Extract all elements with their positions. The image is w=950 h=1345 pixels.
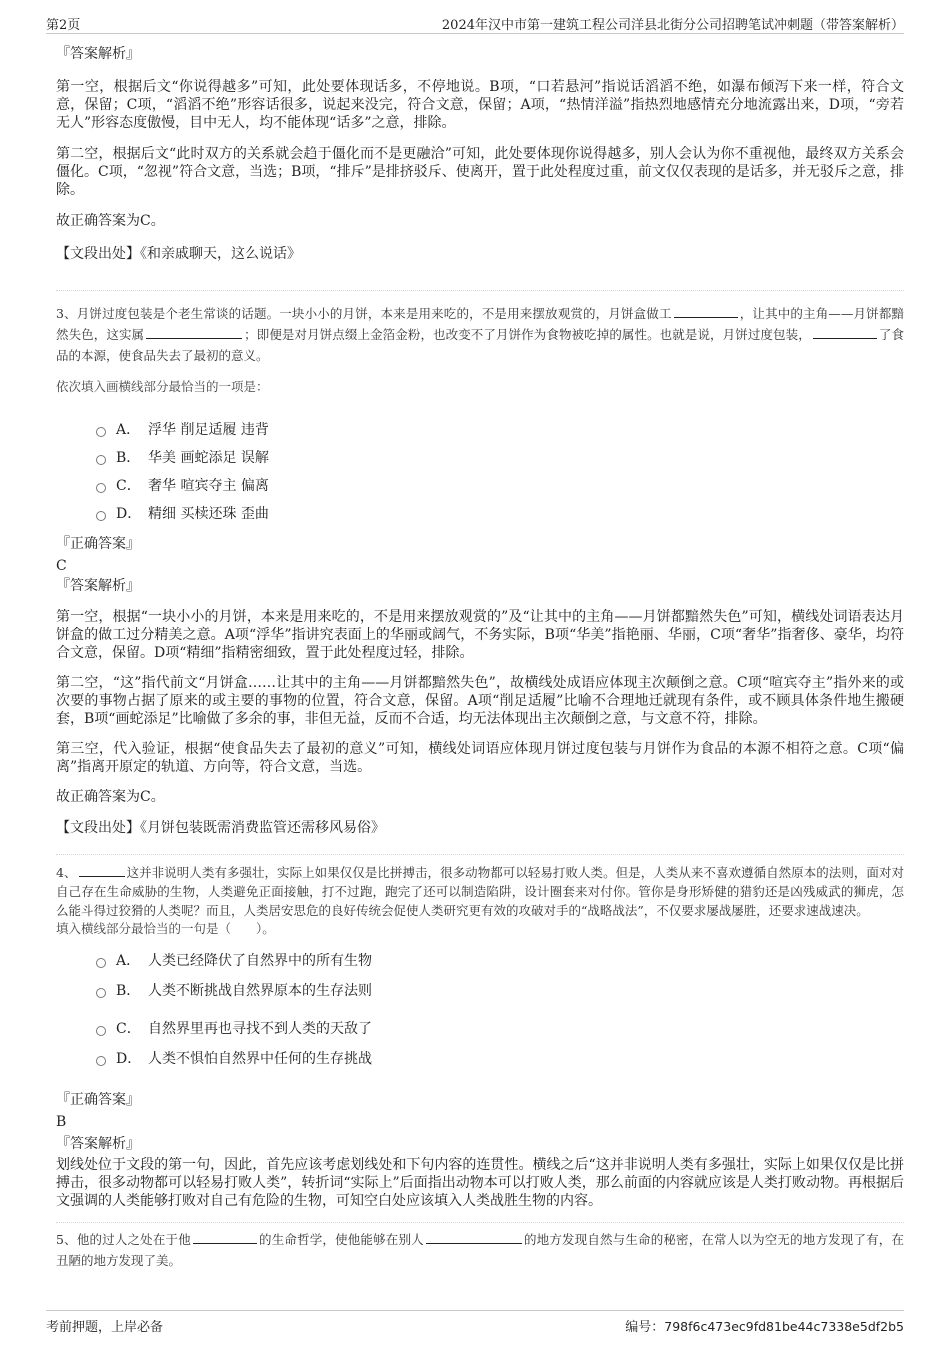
radio-icon[interactable]	[96, 455, 106, 465]
q3-option-c[interactable]: C． 奢华 喧宾夺主 偏离	[96, 472, 904, 500]
page-header	[46, 12, 904, 34]
radio-icon[interactable]	[96, 1026, 106, 1036]
q3-text-3: ；即便是对月饼点缀上金箔金粉，也改变不了月饼作为食物被吃掉的属性。也就是说，月饼过度包装，	[244, 327, 811, 342]
q3-conclusion: 故正确答案为C。	[56, 789, 165, 805]
radio-icon[interactable]	[96, 958, 106, 968]
q5-text-1: 他的过人之处在于他	[76, 1232, 191, 1247]
radio-icon[interactable]	[96, 511, 106, 521]
radio-icon[interactable]	[96, 1056, 106, 1066]
q3-text-1: 月饼过度包装是个老生常谈的话题。一块小小的月饼，本来是用来吃的，不是用来摆放观赏的，月饼盒做工	[76, 306, 672, 321]
q3-number: 3、	[56, 306, 77, 321]
radio-icon[interactable]	[96, 427, 106, 437]
footer-slogan: 考前押题，上岸必备	[46, 1320, 164, 1335]
q4-number: 4、	[56, 865, 77, 880]
radio-icon[interactable]	[96, 483, 106, 493]
q3-prompt: 依次填入画横线部分最恰当的一项是：	[56, 379, 269, 394]
q2-analysis-p2: 第二空，根据后文“此时双方的关系就会趋于僵化而不是更融洽”可知，此处要体现你说得越多，别人会认为你不重视他，最终双方关系会僵化。C项，“忽视”符合文意，当选；B项，“排斥”是排挤驳斥、使离开，置于此处程度过重，前文仅仅表现的是话多，并无驳斥之意，排除。	[56, 146, 904, 198]
q5-stem	[56, 1229, 904, 1271]
footer-code-label: 编号：	[625, 1320, 665, 1335]
q4-option-c[interactable]: C． 自然界里再也寻找不到人类的天敌了	[96, 1014, 904, 1044]
q5-text-3: 的地方发现自然与生命的秘密，在常人以为空无的地方发现了有，在丑陋的地方发现了美。	[56, 1232, 904, 1268]
q4-answer-label: 『正确答案』	[56, 1092, 140, 1108]
q3-text-2: ，让其中的主角——月饼都黯然失色，这实属	[56, 306, 904, 342]
document-title: 2024年汉中市第一建筑工程公司洋县北街分公司招聘笔试冲刺题（带答案解析）	[441, 18, 904, 33]
q3-option-a[interactable]: A． 浮华 削足适履 违背	[96, 416, 904, 444]
q5-text-2: 的生命哲学，使他能够在别人	[258, 1232, 424, 1247]
q2-analysis-p1: 第一空，根据后文“你说得越多”可知，此处要体现话多，不停地说。B项，“口若悬河”指说话滔滔不绝，如瀑布倾泻下来一样，符合文意，保留；C项，“滔滔不绝”形容话很多，说起来没完，符合文意，保留；A项，“热情洋溢”指热烈地感情充分地流露出来，D项，“旁若无人”形容态度傲慢，目中无人，均不能体现“话多”之意，排除。	[56, 79, 904, 131]
q3-analysis-p1: 第一空，根据“一块小小的月饼，本来是用来吃的，不是用来摆放观赏的”及“让其中的主角——月饼都黯然失色”可知，横线处词语表达月饼盒的做工过分精美之意。A项“浮华”指讲究表面上的华丽或阔气，不务实际，B项“华美”指艳丽、华丽，C项“奢华”指奢侈、豪华，均符合文意，保留。D项“精细”指精密细致，置于此处程度过轻，排除。	[56, 609, 904, 661]
q3-analysis-label: 『答案解析』	[56, 578, 140, 594]
q5-blank-2	[426, 1230, 522, 1244]
q3-blank-2	[146, 325, 242, 339]
q4-answer: B	[56, 1114, 67, 1130]
q3-blank-1	[674, 304, 738, 318]
q4-analysis-label: 『答案解析』	[56, 1136, 140, 1152]
q3-analysis-p3: 第三空，代入验证，根据“使食品失去了最初的意义”可知，横线处词语应体现月饼过度包装与月饼作为食品的本源不相符之意。C项“偏离”指离开原定的轨道、方向等，符合文意，当选。	[56, 741, 904, 775]
q3-text-4: 了食品的本源，使食品失去了最初的意义。	[56, 327, 904, 363]
q2-source: 【文段出处】《和亲戚聊天，这么说话》	[56, 246, 301, 262]
footer-code	[625, 1316, 904, 1335]
q4-option-a[interactable]: A． 人类已经降伏了自然界中的所有生物	[96, 946, 904, 976]
radio-icon[interactable]	[96, 988, 106, 998]
q2-analysis-label: 『答案解析』	[56, 46, 140, 62]
footer-code-value: 798f6c473ec9fd81be44c7338e5df2b5	[664, 1319, 904, 1334]
q4-stem	[56, 863, 904, 920]
page-footer	[46, 1310, 904, 1336]
q4-analysis: 划线处位于文段的第一句，因此，首先应该考虑划线处和下句内容的连贯性。横线之后“这并非说明人类有多强壮，实际上如果仅仅是比拼搏击，很多动物都可以轻易打败人类”，转折词“实际上”后面指出动物本可以打败人类，那么前面的内容就应该是人类打败动物。再根据后文强调的人类能够打败对自己有危险的生物，可知空白处应该填入人类战胜生物的内容。	[56, 1157, 904, 1209]
divider	[56, 1222, 904, 1223]
q3-analysis-p2: 第二空，“这”指代前文“月饼盒……让其中的主角——月饼都黯然失色”，故横线处成语应体现主次颠倒之意。C项“喧宾夺主”指外来的或次要的事物占据了原来的或主要的事物的位置，符合文意，保留。A项“削足适履”比喻不合理地迁就现有条件，或不顾具体条件地生搬硬套，B项“画蛇添足”比喻做了多余的事，非但无益，反而不合适，均无法体现出主次颠倒之意，与文意不符，排除。	[56, 675, 904, 727]
q3-answer-label: 『正确答案』	[56, 536, 140, 552]
q4-options	[96, 946, 904, 1074]
q4-text: 这并非说明人类有多强壮，实际上如果仅仅是比拼搏击，很多动物都可以轻易打败人类。但是，人类从来不喜欢遵循自然原本的法则，面对对自己存在生命威胁的生物，人类避免正面接触，打不过跑，跑完了还可以制造陷阱，设计圈套来对付你。管你是身形矫健的猎豹还是凶残威武的狮虎，怎么能斗得过狡猾的人类呢？而且，人类居安思危的良好传统会促使人类研究更有效的攻破对手的“战略战法”，不仅要求屡战屡胜，还要求速战速决。	[56, 865, 905, 918]
q3-blank-3	[813, 325, 877, 339]
q5-blank-1	[193, 1230, 257, 1244]
q4-prompt: 填入横线部分最恰当的一句是（ ）。	[56, 921, 275, 936]
q3-options	[96, 416, 904, 528]
q5-number: 5、	[56, 1232, 77, 1247]
divider	[56, 854, 904, 855]
q3-answer: C	[56, 558, 67, 574]
page-number: 第2页	[46, 18, 81, 33]
q3-stem	[56, 303, 904, 366]
divider	[56, 290, 904, 291]
q3-option-b[interactable]: B． 华美 画蛇添足 误解	[96, 444, 904, 472]
q3-source: 【文段出处】《月饼包装既需消费监管还需移风易俗》	[56, 820, 385, 836]
q4-option-b[interactable]: B． 人类不断挑战自然界原本的生存法则	[96, 976, 904, 1006]
main-content	[56, 44, 904, 1283]
q2-conclusion: 故正确答案为C。	[56, 213, 165, 229]
q4-option-d[interactable]: D． 人类不惧怕自然界中任何的生存挑战	[96, 1044, 904, 1074]
q3-option-d[interactable]: D． 精细 买椟还珠 歪曲	[96, 500, 904, 528]
q4-blank	[79, 863, 125, 877]
